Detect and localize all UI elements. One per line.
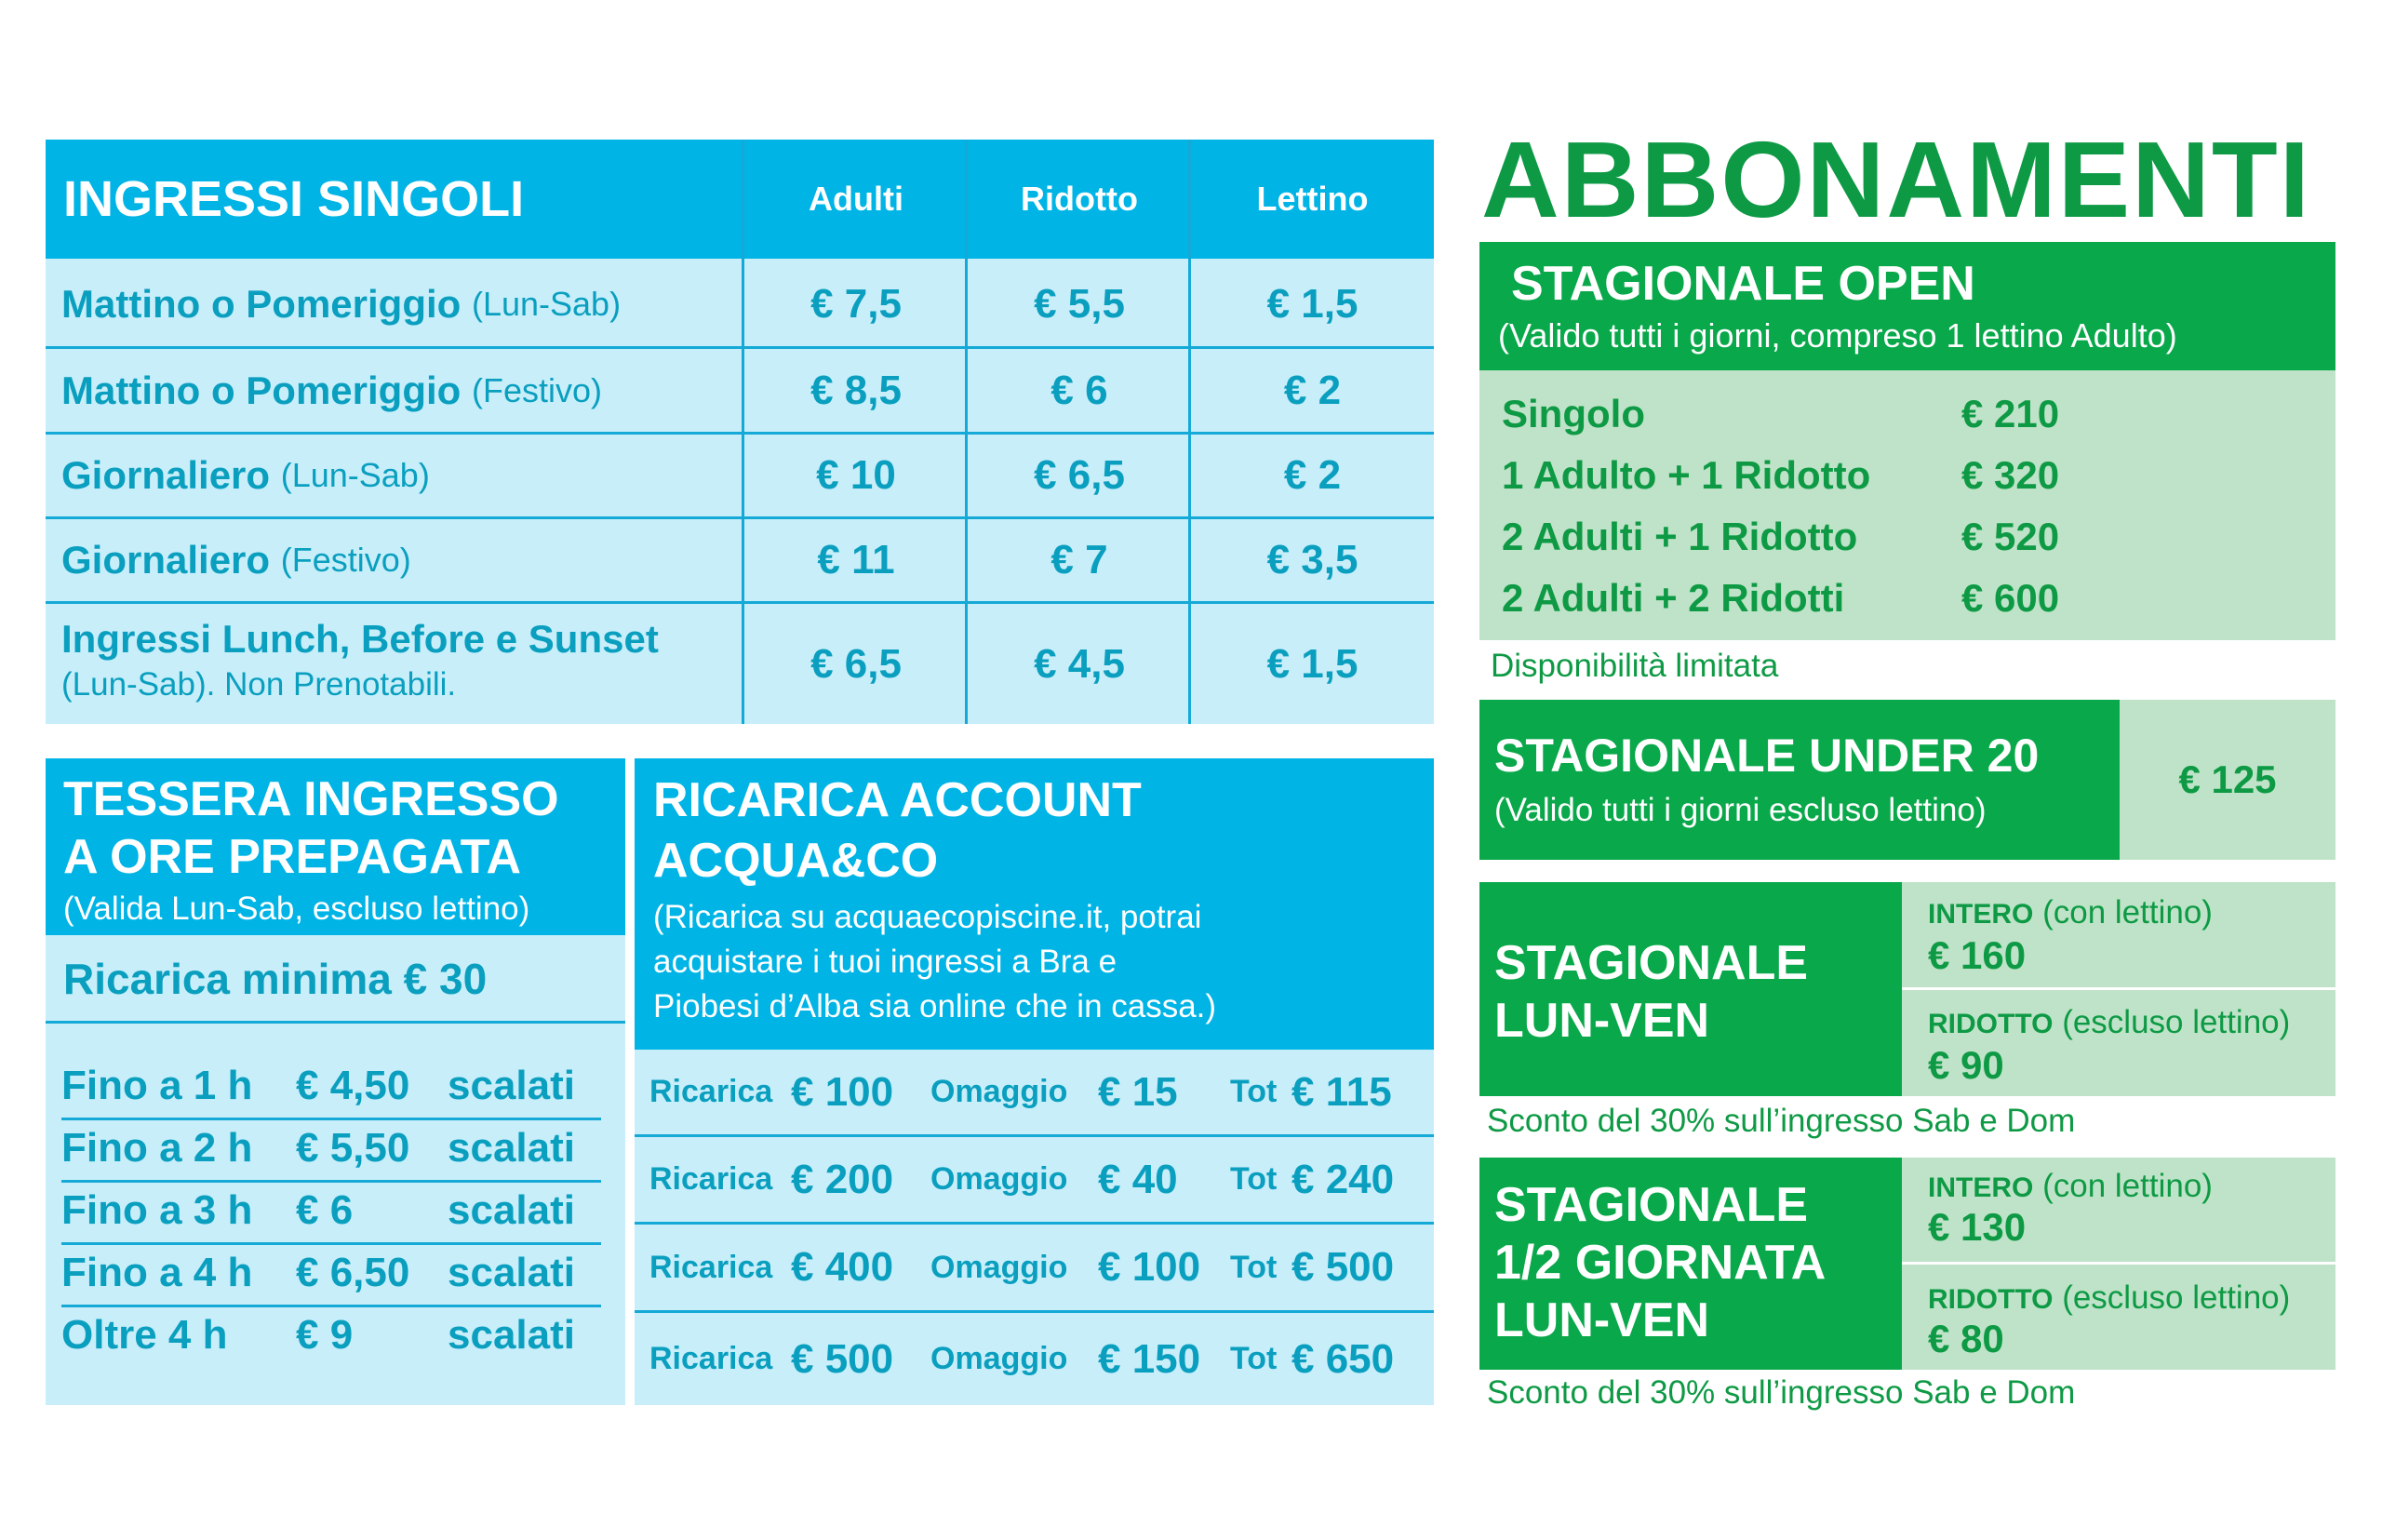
lunven-intero-price: € 160: [1928, 933, 2027, 977]
mezza-intero: [1928, 1165, 2213, 1210]
omaggio-value: € 150: [1098, 1335, 1201, 1382]
ridotto-note: (escluso lettino): [2062, 1279, 2291, 1316]
tessera-price: € 5,50: [296, 1125, 410, 1171]
mezza-ridotto-price: € 80: [1928, 1317, 2004, 1360]
ricarica-desc-3: Piobesi d’Alba sia online che in cassa.): [653, 988, 1217, 1024]
omaggio-value: € 15: [1098, 1068, 1178, 1115]
row-label-text: Giornaliero: [61, 453, 271, 497]
ricarica-row: [635, 1313, 1434, 1405]
ricarica-title-1: RICARICA ACCOUNT: [653, 773, 1142, 827]
row-label-text: Mattino o Pomeriggio: [61, 368, 462, 412]
price-ridotto: € 6: [1050, 367, 1108, 413]
intero-label: INTERO: [1928, 1172, 2034, 1203]
under20-title: STAGIONALE UNDER 20: [1494, 730, 2040, 782]
omaggio-label: Omaggio: [930, 1249, 1068, 1285]
mezza-note: Sconto del 30% sull’ingresso Sab e Dom: [1487, 1374, 2076, 1411]
ricarica-row: [635, 1225, 1434, 1310]
lunven-note: Sconto del 30% sull’ingresso Sab e Dom: [1487, 1103, 2076, 1139]
tessera-time: Fino a 1 h: [61, 1062, 253, 1108]
row-label-text: Mattino o Pomeriggio: [61, 282, 462, 326]
price-ridotto: € 5,5: [1034, 281, 1125, 327]
ricarica-label: Ricarica: [649, 1341, 773, 1376]
row-label-text: Giornaliero: [61, 538, 271, 582]
ricarica-value: € 100: [791, 1068, 894, 1115]
open-price: € 320: [1961, 453, 2060, 497]
mezza-title-3: LUN-VEN: [1494, 1293, 1710, 1347]
omaggio-label: Omaggio: [930, 1161, 1068, 1197]
abbonamenti-title: ABBONAMENTI: [1481, 119, 2311, 240]
tot-label: Tot: [1230, 1341, 1278, 1376]
open-note: Disponibilità limitata: [1491, 648, 1779, 684]
ridotto-label: RIDOTTO: [1928, 1284, 2054, 1315]
tessera-row: [61, 1118, 620, 1179]
tessera-time: Fino a 3 h: [61, 1187, 253, 1233]
ingressi-row-label: [61, 614, 731, 705]
tessera-price: € 4,50: [296, 1062, 410, 1108]
price-adulti: € 7,5: [810, 281, 902, 327]
tessera-row: [61, 1055, 620, 1116]
omaggio-label: Omaggio: [930, 1341, 1068, 1376]
price-ridotto: € 6,5: [1034, 452, 1125, 498]
open-subtitle: (Valido tutti i giorni, compreso 1 lettino Adulto): [1498, 316, 2177, 355]
tessera-note: scalati: [448, 1312, 575, 1358]
lunven-divider: [1902, 987, 2335, 990]
ridotto-note: (escluso lettino): [2062, 1004, 2291, 1040]
price-adulti: € 8,5: [810, 367, 902, 413]
open-row: [1502, 506, 2321, 568]
price-lettino: € 1,5: [1266, 281, 1358, 327]
ricarica-row: [635, 1137, 1434, 1222]
lunven-ridotto: [1928, 1001, 2290, 1046]
open-title: STAGIONALE OPEN: [1511, 257, 1975, 311]
price-ridotto: € 4,5: [1034, 640, 1125, 687]
ridotto-label: RIDOTTO: [1928, 1009, 2054, 1039]
tessera-note: scalati: [448, 1250, 575, 1295]
ingressi-title: INGRESSI SINGOLI: [63, 171, 525, 227]
col-adulti: Adulti: [809, 180, 903, 218]
ricarica-desc-2: acquistare i tuoi ingressi a Bra e: [653, 944, 1117, 980]
open-price: € 210: [1961, 392, 2060, 435]
tot-label: Tot: [1230, 1161, 1278, 1197]
tessera-price: € 6,50: [296, 1250, 410, 1295]
tessera-time: Oltre 4 h: [61, 1312, 228, 1358]
col-lettino: Lettino: [1256, 180, 1369, 218]
tot-value: € 115: [1291, 1068, 1392, 1115]
ingressi-row-label: [61, 262, 621, 346]
price-lettino: € 2: [1283, 452, 1342, 498]
intero-note: (con lettino): [2042, 1168, 2213, 1204]
tessera-title-2: A ORE PREPAGATA: [63, 830, 522, 884]
open-price: € 600: [1961, 576, 2060, 620]
tessera-time: Fino a 2 h: [61, 1125, 253, 1171]
tessera-note: scalati: [448, 1187, 575, 1233]
mezza-title-1: STAGIONALE: [1494, 1178, 1809, 1232]
tessera-price: € 9: [296, 1312, 354, 1358]
tot-value: € 650: [1291, 1335, 1395, 1382]
intero-note: (con lettino): [2042, 894, 2213, 931]
tessera-subtitle: (Valida Lun-Sab, escluso lettino): [63, 891, 530, 927]
ricarica-label: Ricarica: [649, 1161, 773, 1197]
ricarica-label: Ricarica: [649, 1249, 773, 1285]
price-lettino: € 3,5: [1266, 537, 1358, 583]
tot-value: € 240: [1291, 1156, 1395, 1202]
ricarica-row: [635, 1050, 1434, 1134]
price-lettino: € 2: [1283, 367, 1342, 413]
tessera-title-1: TESSERA INGRESSO: [63, 772, 559, 826]
row-label-note: (Lun-Sab): [280, 456, 430, 494]
open-row: [1502, 445, 2321, 506]
row-label-note: (Lun-Sab): [471, 285, 622, 323]
open-label: 2 Adulti + 2 Ridotti: [1502, 576, 1845, 620]
mezza-divider: [1902, 1262, 2335, 1265]
tot-label: Tot: [1230, 1249, 1278, 1285]
ingressi-row-label: [61, 519, 411, 601]
tot-label: Tot: [1230, 1074, 1278, 1109]
lunven-ridotto-price: € 90: [1928, 1043, 2004, 1087]
ingressi-row-label: [61, 349, 602, 432]
under20-price: € 125: [2178, 757, 2277, 801]
ricarica-desc-1: (Ricarica su acquaecopiscine.it, potrai: [653, 899, 1202, 935]
tessera-row: [61, 1180, 620, 1241]
price-adulti: € 6,5: [810, 640, 902, 687]
price-lettino: € 1,5: [1266, 640, 1358, 687]
row-label-note: (Festivo): [471, 370, 602, 409]
tessera-time: Fino a 4 h: [61, 1250, 253, 1295]
open-row: [1502, 568, 2321, 629]
omaggio-value: € 100: [1098, 1244, 1201, 1290]
tessera-note: scalati: [448, 1062, 575, 1108]
ricarica-label: Ricarica: [649, 1074, 773, 1109]
tessera-minimum: Ricarica minima € 30: [63, 955, 488, 1003]
ricarica-value: € 400: [791, 1244, 894, 1290]
price-ridotto: € 7: [1050, 537, 1108, 583]
tessera-table: [46, 1024, 625, 1405]
price-adulti: € 10: [816, 452, 896, 498]
lunven-title-2: LUN-VEN: [1494, 994, 1710, 1048]
tessera-price: € 6: [296, 1187, 354, 1233]
omaggio-label: Omaggio: [930, 1074, 1068, 1109]
mezza-title-2: 1/2 GIORNATA: [1494, 1236, 1827, 1290]
intero-label: INTERO: [1928, 899, 2034, 930]
tot-value: € 500: [1291, 1244, 1395, 1290]
lunven-intero: [1928, 891, 2213, 936]
open-label: 1 Adulto + 1 Ridotto: [1502, 453, 1871, 497]
col-ridotto: Ridotto: [1021, 180, 1138, 218]
ingressi-row-label: [61, 435, 430, 516]
open-price: € 520: [1961, 515, 2060, 558]
tessera-note: scalati: [448, 1125, 575, 1171]
omaggio-value: € 40: [1098, 1156, 1178, 1202]
lunven-title-1: STAGIONALE: [1494, 936, 1809, 990]
row-label-note: (Lun-Sab). Non Prenotabili.: [61, 666, 457, 703]
open-label: 2 Adulti + 1 Ridotto: [1502, 515, 1858, 558]
row-label-text: Ingressi Lunch, Before e Sunset: [61, 617, 659, 661]
open-row: [1502, 383, 2321, 445]
mezza-ridotto: [1928, 1277, 2290, 1321]
under20-subtitle: (Valido tutti i giorni escluso lettino): [1494, 792, 1987, 828]
mezza-intero-price: € 130: [1928, 1205, 2027, 1249]
open-label: Singolo: [1502, 392, 1645, 435]
ricarica-title-2: ACQUA&CO: [653, 834, 939, 888]
tessera-row: [61, 1305, 620, 1366]
ricarica-value: € 500: [791, 1335, 894, 1382]
price-adulti: € 11: [817, 537, 895, 583]
ricarica-value: € 200: [791, 1156, 894, 1202]
row-label-note: (Festivo): [280, 541, 411, 579]
tessera-row: [61, 1242, 620, 1304]
